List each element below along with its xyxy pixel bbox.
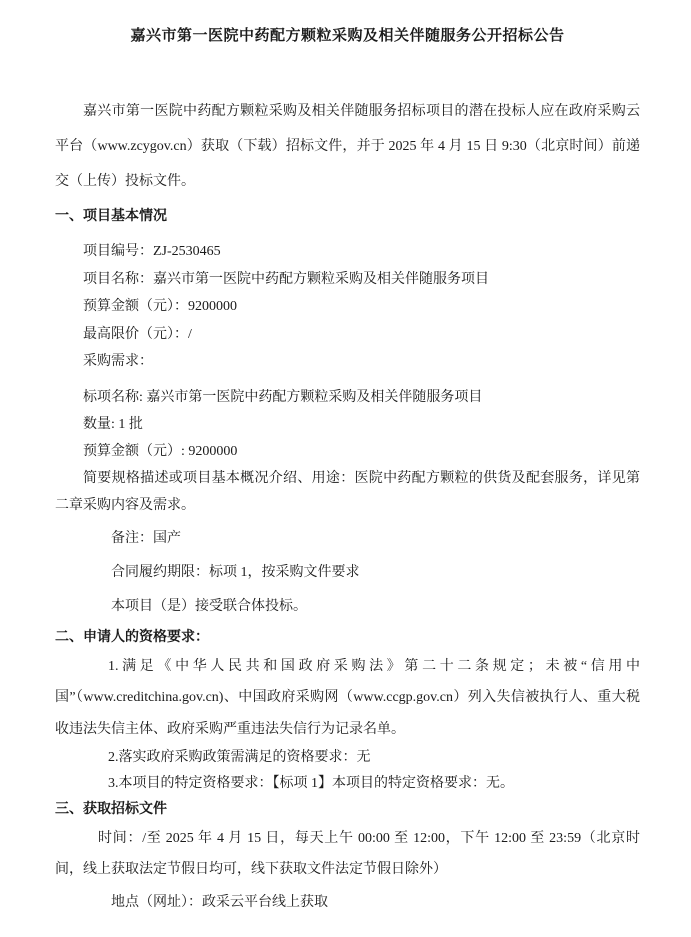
- field-project-number: 项目编号：ZJ-2530465: [83, 244, 221, 259]
- section-heading-basic-info: 一、项目基本情况: [55, 209, 167, 224]
- qualification-item-2: 2.落实政府采购政策需满足的资格要求：无: [108, 750, 371, 765]
- field-quantity: 数量: 1 批: [83, 416, 143, 432]
- section-heading-qualification: 二、申请人的资格要求：: [55, 629, 209, 645]
- intro-paragraph: 嘉兴市第一医院中药配方颗粒采购及相关伴随服务招标项目的潜在投标人应在政府采购云平台（www.zcygov.cn）获取（下载）招标文件，并于 2025 年 4 月 15 日 9:30（北京时间）前递交（上传）投标文件。: [55, 104, 640, 189]
- field-spec-description: 简要规格描述或项目基本概况介绍、用途：医院中药配方颗粒的供货及配套服务，详见第二章采购内容及需求。: [55, 470, 640, 513]
- field-budget-amount: 预算金额（元）：9200000: [83, 299, 237, 314]
- field-project-name: 项目名称：嘉兴市第一医院中药配方颗粒采购及相关伴随服务项目: [83, 271, 489, 287]
- basic-info-fields: [55, 238, 640, 376]
- remark-fields: [55, 522, 640, 624]
- lot-info-fields: [55, 384, 640, 519]
- obtain-place: 地点（网址）：政采云平台线上获取: [111, 895, 328, 910]
- obtain-time: 时间：/至 2025 年 4 月 15 日，每天上午 00:00 至 12:00，下午 12:00 至 23:59（北京时间，线上获取法定节假日均可，线下获取文件法定节假日除外）: [55, 831, 640, 877]
- field-lot-name: 标项名称: 嘉兴市第一医院中药配方颗粒采购及相关伴随服务项目: [83, 389, 483, 405]
- field-lot-budget: 预算金额（元）: 9200000: [83, 443, 238, 459]
- qualification-item-3: 3.本项目的特定资格要求：【标项 1】本项目的特定资格要求：无。: [108, 775, 514, 791]
- field-consortium: 本项目（是）接受联合体投标。: [111, 598, 307, 614]
- field-contract-term: 合同履约期限：标项 1，按采购文件要求: [111, 564, 360, 580]
- field-remark: 备注：国产: [111, 530, 181, 546]
- section-heading-obtain-documents: 三、获取招标文件: [55, 802, 167, 817]
- field-procurement-requirement: 采购需求：: [83, 354, 153, 369]
- document-title: 嘉兴市第一医院中药配方颗粒采购及相关伴随服务公开招标公告: [130, 28, 565, 44]
- field-max-price: 最高限价（元）：/: [83, 326, 192, 342]
- qualification-item-1: 1.满足《中华人民共和国政府采购法》第二十二条规定；未被“信用中国”（www.creditchina.gov.cn)、中国政府采购网（www.ccgp.gov.cn）列入失信被执行人、重大税收违法失信主体、政府采购严重违法失信行为记录名单。: [55, 658, 640, 737]
